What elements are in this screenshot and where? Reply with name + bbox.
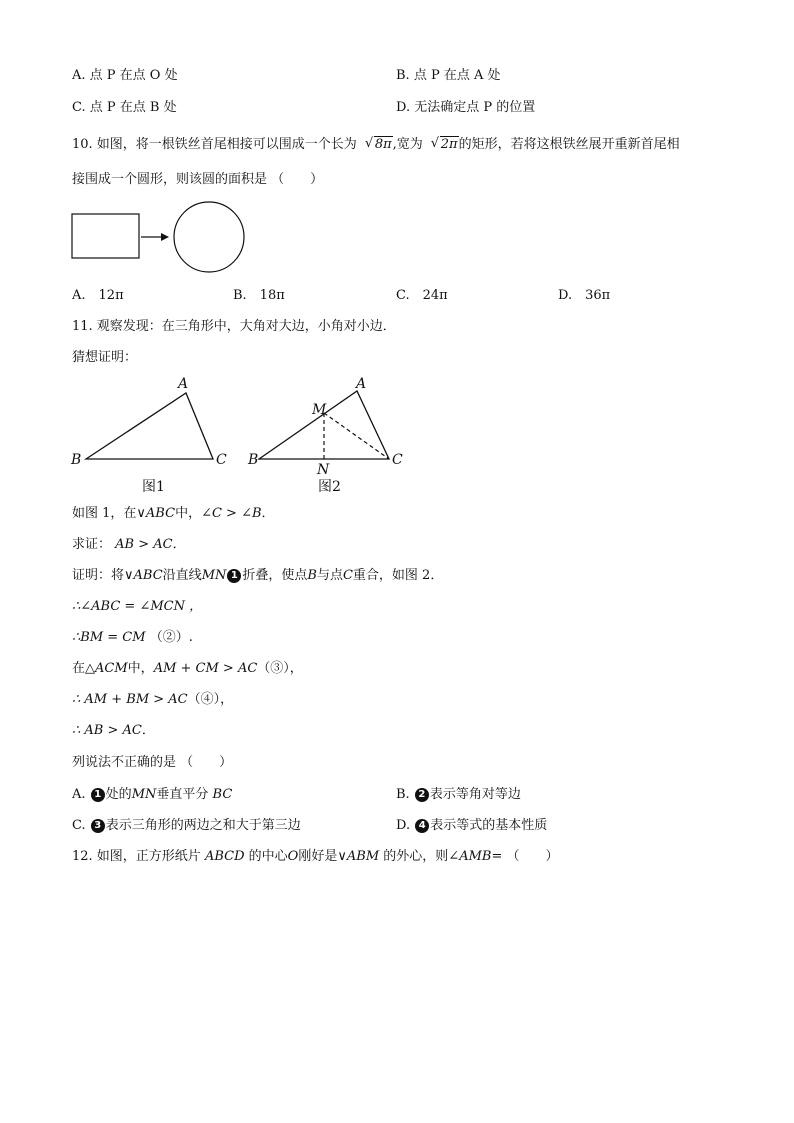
opt-d-text: 表示等式的基本性质 (430, 818, 548, 833)
q12-mid3: 的外心，则 (383, 849, 449, 864)
q10-length-radicand: 8π (374, 137, 392, 152)
proof-mid2: 折叠，使点 (242, 568, 308, 583)
q12-square-name: ABCD (204, 849, 245, 864)
fig2-label-n: N (317, 462, 330, 478)
step3-prefix: 在 (72, 661, 86, 676)
q11-step-2 (72, 629, 193, 647)
proof-triangle: ∨ABC (124, 568, 163, 583)
q11-option-d (396, 817, 547, 835)
step3-expr: AM + CM > AC (153, 661, 258, 676)
circled-1-icon: 1 (227, 569, 241, 583)
q10-stem-line-1 (72, 136, 680, 154)
q11-step-5 (72, 722, 155, 740)
step3-mid: 中， (127, 661, 154, 676)
q11-step-1: ∴∠ABC = ∠MCN ， (72, 599, 203, 614)
prove-statement: AB > AC (115, 537, 173, 552)
q11-step-4 (72, 691, 233, 709)
step4-expr: ∴ AM + BM > AC (72, 692, 188, 707)
q12-center-o: O (287, 849, 299, 864)
q11-prove (72, 536, 186, 554)
step2-expr: ∴BM = CM (72, 630, 146, 645)
given-triangle: ∨ABC (136, 506, 176, 521)
q10-width-sqrt (431, 136, 459, 154)
opt-a-prefix: A. (72, 787, 86, 802)
given-prefix: 如图 1，在 (72, 506, 137, 521)
circled-2-icon: 2 (415, 788, 429, 802)
q12-mid1: 的中心 (248, 849, 288, 864)
q11-option-a (72, 786, 232, 804)
proof-mid3: 与点 (316, 568, 343, 583)
prove-label: 求证： (72, 537, 112, 552)
q12-angle: ∠AMB (448, 849, 492, 864)
q9-option-d: D. 无法确定点 P 的位置 (396, 100, 536, 115)
q11-question: 列说法不正确的是 （ ） (72, 755, 233, 770)
q11-stem: 11. 观察发现：在三角形中，大角对大边，小角对小边． (72, 319, 396, 334)
opt-a-mid: 处的 (105, 787, 132, 802)
opt-a-bc: BC (212, 787, 233, 802)
step3-triangle: △ACM (85, 661, 128, 676)
q10-width-radicand: 2π (440, 137, 458, 152)
q10-option-a: A. 12π (72, 288, 124, 303)
opt-c-text: 表示三角形的两边之和大于第三边 (105, 818, 301, 833)
q10-option-b: B. 18π (233, 288, 285, 303)
q12-mid2: 刚好是 (298, 849, 338, 864)
proof-prefix: 证明：将 (72, 568, 125, 583)
fig1-label-c: C (216, 452, 227, 468)
q12-end: = （ ） (491, 849, 559, 864)
q11-option-b (396, 786, 521, 804)
step2-tag: （②）. (149, 630, 193, 645)
q11-step-3 (72, 660, 303, 678)
q11-proof-intro (72, 567, 443, 585)
fig2-label-a: A (356, 376, 367, 392)
given-mid: 中， (175, 506, 202, 521)
circled-1-icon: 1 (91, 788, 105, 802)
q11-given (72, 505, 275, 523)
step5-expr: ∴ AB > AC (72, 723, 142, 738)
opt-c-prefix: C. (72, 818, 86, 833)
proof-mid1: 沿直线 (162, 568, 202, 583)
rectangle-shape (72, 214, 139, 258)
proof-point-b: B (307, 568, 317, 583)
q12-triangle: ∨ABM (337, 849, 380, 864)
q11-guess-label: 猜想证明： (72, 350, 138, 365)
fig2-label-b: B (248, 452, 259, 468)
q10-stem-pre: 10. 如图，将一根铁丝首尾相接可以围成一个长为 (72, 137, 357, 152)
q10-option-d: D. 36π (558, 288, 611, 303)
prove-end: ． (172, 537, 186, 552)
proof-point-c: C (342, 568, 353, 583)
step5-end: ． (141, 723, 155, 738)
step3-tag: （③）， (257, 661, 303, 676)
opt-a-mid2: 垂直平分 (156, 787, 209, 802)
fig1-label-a: A (178, 376, 189, 392)
q10-stem-mid: ,宽为 (392, 137, 423, 152)
proof-end: 重合，如图 2． (352, 568, 444, 583)
q10-option-c: C. 24π (396, 288, 448, 303)
fig2-caption: 图2 (318, 479, 341, 495)
opt-b-text: 表示等角对等边 (429, 787, 521, 802)
q10-stem-line-2: 接围成一个圆形，则该圆的面积是 （ ） (72, 172, 324, 187)
q10-figure (66, 198, 256, 278)
fig2-label-c: C (392, 452, 403, 468)
circled-4-icon: 4 (415, 819, 429, 833)
opt-b-prefix: B. (396, 787, 410, 802)
given-end: ． (261, 506, 275, 521)
circled-3-icon: 3 (91, 819, 105, 833)
fig1-label-b: B (71, 452, 82, 468)
proof-mn: MN (201, 568, 227, 583)
q10-length-sqrt (365, 136, 393, 154)
q9-option-b: B. 点 P 在点 A 处 (396, 68, 501, 83)
circle-shape (174, 202, 244, 272)
q9-option-a: A. 点 P 在点 O 处 (72, 68, 178, 83)
q11-figures (66, 372, 416, 500)
q11-option-c (72, 817, 301, 835)
fig1-triangle (86, 393, 213, 459)
step4-tag: （④）， (187, 692, 234, 707)
opt-a-mn: MN (131, 787, 157, 802)
q10-stem-post: 的矩形，若将这根铁丝展开重新首尾相 (458, 137, 680, 152)
arrow-head-icon (161, 233, 169, 241)
fig2-label-m: M (312, 402, 327, 418)
fig1-caption: 图1 (142, 479, 165, 495)
given-condition: ∠C > ∠B (201, 506, 262, 521)
q12-stem (72, 848, 558, 866)
q12-prefix: 12. 如图，正方形纸片 (72, 849, 201, 864)
opt-d-prefix: D. (396, 818, 411, 833)
q9-option-c: C. 点 P 在点 B 处 (72, 100, 177, 115)
fig2-segment-mc (324, 413, 389, 459)
